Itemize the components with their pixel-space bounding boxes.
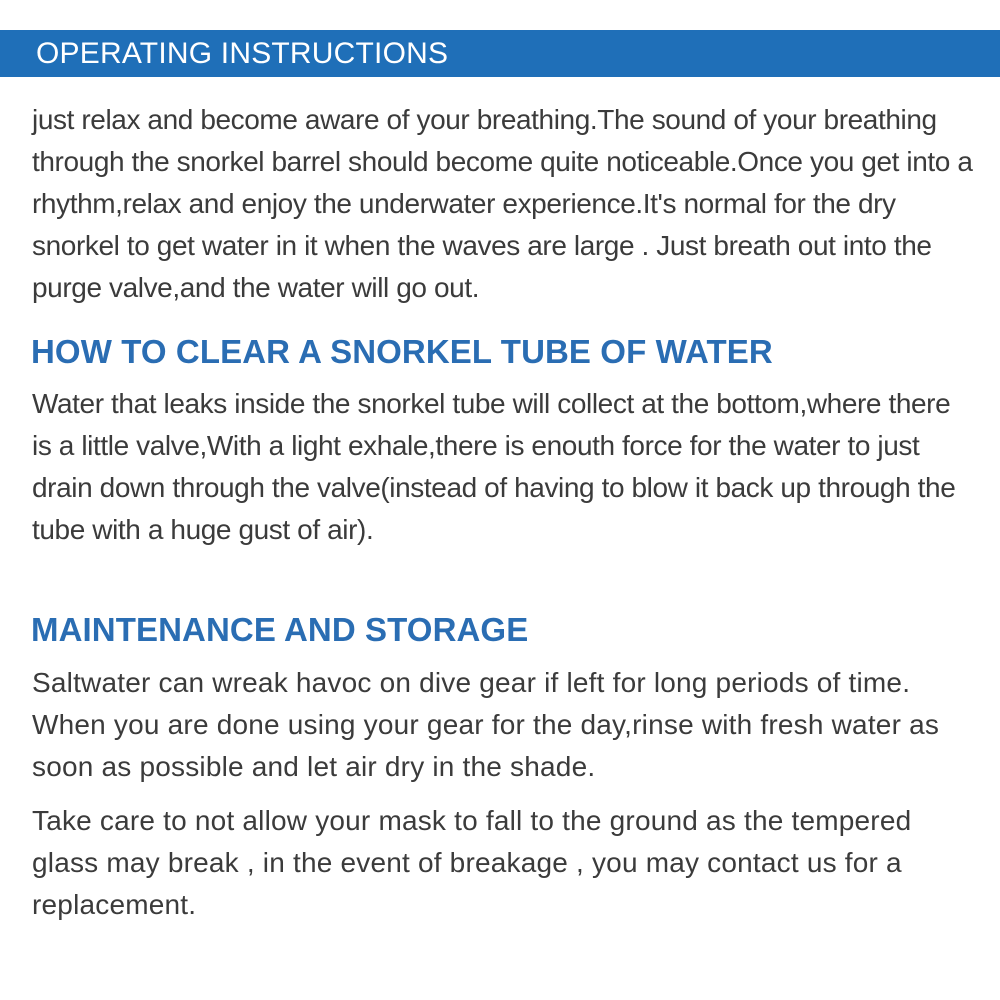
header-bar xyxy=(0,30,1000,77)
page-title: OPERATING INSTRUCTIONS xyxy=(36,37,449,70)
maintenance-section-heading: MAINTENANCE AND STORAGE xyxy=(31,611,529,648)
intro-paragraph: just relax and become aware of your breathing.The sound of your breathing through the snorkel barrel should become quite noticeable.Once you get into a rhythm,relax and enjoy the underwater experience.It's normal for the dry snorkel to get water in it when the waves are large . Just breath out into the purge valve,and the water will go out. xyxy=(32,104,973,303)
maintenance-paragraph-1: Saltwater can wreak havoc on dive gear if left for long periods of time. When you are done using your gear for the day,rinse with fresh water as soon as possible and let air dry in the shade. xyxy=(32,667,940,782)
clear-section-heading: HOW TO CLEAR A SNORKEL TUBE OF WATER xyxy=(31,333,773,370)
maintenance-paragraph-2: Take care to not allow your mask to fall to the ground as the tempered glass may break , in the event of breakage , you may contact us for a replacement. xyxy=(32,805,912,920)
clear-section-paragraph: Water that leaks inside the snorkel tube will collect at the bottom,where there is a little valve,With a light exhale,there is enouth force for the water to just drain down through the valve(instead of having to blow it back up through the tube with a huge gust of air). xyxy=(32,388,956,545)
